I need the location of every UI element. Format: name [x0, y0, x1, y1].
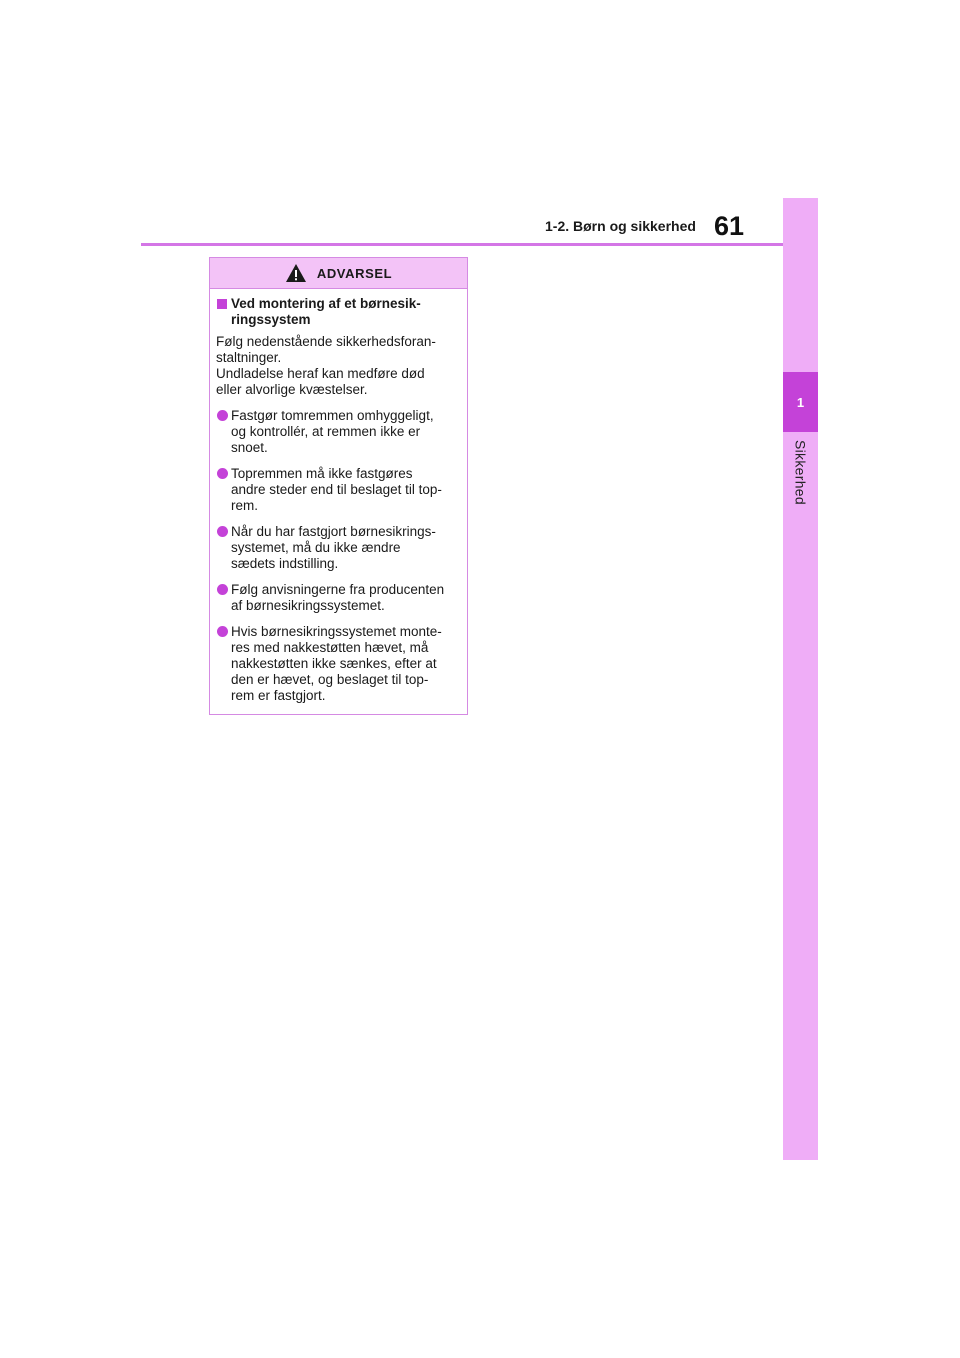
- chapter-name-label: [783, 440, 818, 520]
- bullet-item: [216, 582, 459, 614]
- chapter-name: Sikkerhed: [792, 440, 809, 505]
- bullet-item: [216, 624, 459, 704]
- warning-box: [209, 257, 468, 715]
- bullet-text: Hvis børnesikringssystemet monte- res med nakkestøtten hævet, må nakkestøtten ikke sænkes, efter at den er hævet, og beslaget til top- rem er fastgjort.: [231, 624, 442, 703]
- warning-title: ADVARSEL: [316, 265, 393, 281]
- bullet-text: Fastgør tomremmen omhyggeligt, og kontrollér, at remmen ikke er snoet.: [231, 408, 434, 455]
- round-bullet-icon: [217, 626, 228, 637]
- bullet-item: [216, 466, 459, 514]
- warning-intro: [216, 334, 459, 398]
- section-title: 1-2. Børn og sikkerhed: [545, 218, 696, 234]
- bullet-text: Når du har fastgjort børnesikrings- systemet, må du ikke ændre sædets indstilling.: [231, 524, 436, 571]
- bullet-item: [216, 408, 459, 456]
- round-bullet-icon: [217, 584, 228, 595]
- chapter-number-tab: [783, 372, 818, 432]
- round-bullet-icon: [217, 410, 228, 421]
- warning-body: [210, 289, 467, 704]
- intro-line: staltninger.: [216, 350, 282, 365]
- round-bullet-icon: [217, 526, 228, 537]
- intro-line: eller alvorlige kvæstelser.: [216, 382, 368, 397]
- round-bullet-icon: [217, 468, 228, 479]
- warning-triangle-icon: [285, 263, 307, 283]
- header-divider: [141, 243, 783, 246]
- bullet-text: Følg anvisningerne fra producenten af børnesikringssystemet.: [231, 582, 445, 613]
- page-number: 61: [714, 211, 745, 241]
- chapter-number: 1: [796, 394, 805, 410]
- chapter-side-tab: [783, 198, 818, 1160]
- warning-header: [210, 258, 467, 289]
- square-bullet-icon: [217, 299, 227, 309]
- warning-subheading: [216, 296, 459, 328]
- intro-line: Følg nedenstående sikkerhedsforan-: [216, 334, 436, 349]
- bullet-item: [216, 524, 459, 572]
- bullet-text: Topremmen må ikke fastgøres andre steder end til beslaget til top- rem.: [231, 466, 442, 513]
- warning-subheading-text: Ved montering af et børnesik- ringssystem: [231, 296, 421, 327]
- intro-line: Undladelse heraf kan medføre død: [216, 366, 425, 381]
